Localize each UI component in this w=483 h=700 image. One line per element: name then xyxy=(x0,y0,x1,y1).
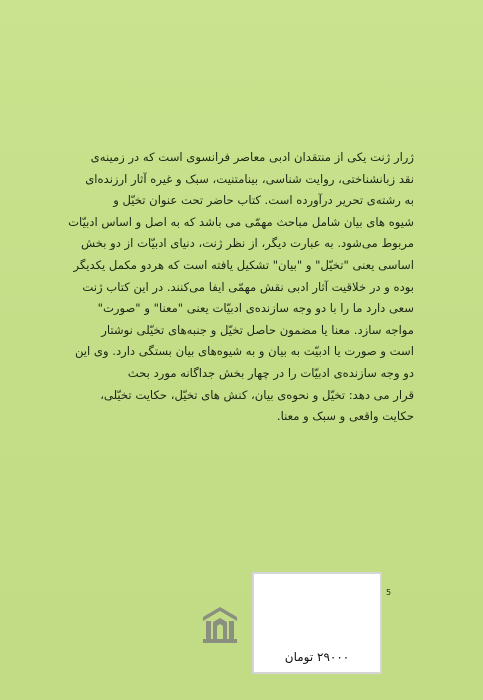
blurb-line: به رشته‌ی تحریر درآورده است. کتاب حاضر تحت عنوان تخیّل و xyxy=(113,193,414,208)
blurb-line: است و صورت یا ادبیّت به بیان و به شیوه‌های بیان بستگی دارد. وی این xyxy=(74,344,414,359)
barcode-area xyxy=(260,580,376,642)
barcode-digit: 5 xyxy=(386,588,392,597)
blurb-line: شیوه های بیان شامل مباحث مهمّی می باشد که به اصل و اساس ادبیّات xyxy=(68,214,414,229)
price-sticker xyxy=(252,572,382,674)
blurb-line: حکایت واقعی و سبک و معنا. xyxy=(276,409,414,424)
blurb-line: اساسی یعنی "تخیّل" و "بیان" تشکیل یافته است که هردو مکمل یکدیگر xyxy=(73,257,414,272)
blurb-line: نقد زبانشناختی، روایت شناسی، بینامتنیت، سبک و غیره آثار ارزنده‌ای xyxy=(85,171,414,186)
blurb-line: ژرار ژنت یکی از منتقدان ادبی معاصر فرانسوی است که در زمینه‌ی xyxy=(90,150,414,164)
blurb-line: بوده و در خلاقیت آثار ادبی نقش مهمّی ایفا می‌کنند. در این کتاب ژنت xyxy=(82,279,414,294)
blurb-line: سعی دارد ما را با دو وجه سازنده‌ی ادبیّات یعنی "معنا" و "صورت" xyxy=(97,301,414,316)
blurb-line: مواجه سازد. معنا یا مضمون حاصل تخیّل و جنبه‌های تخیّلی نوشتار xyxy=(101,322,414,337)
blurb-line: دو وجه سازنده‌ی ادبیّات را در چهار بخش جداگانه مورد بحث xyxy=(127,365,414,380)
back-cover-blurb xyxy=(62,147,414,428)
price-label: ۲۹۰۰۰ تومان xyxy=(284,650,350,664)
blurb-line: قرار می دهد: تخیّل و نحوه‌ی بیان، کنش های تخیّل، حکایت تخیّلی، xyxy=(100,387,414,402)
publisher-logo-icon xyxy=(203,607,237,643)
blurb-line: مربوط می‌شود. به عبارت دیگر، از نظر ژنت، دنیای ادبیّات از دو بخش xyxy=(80,236,414,251)
